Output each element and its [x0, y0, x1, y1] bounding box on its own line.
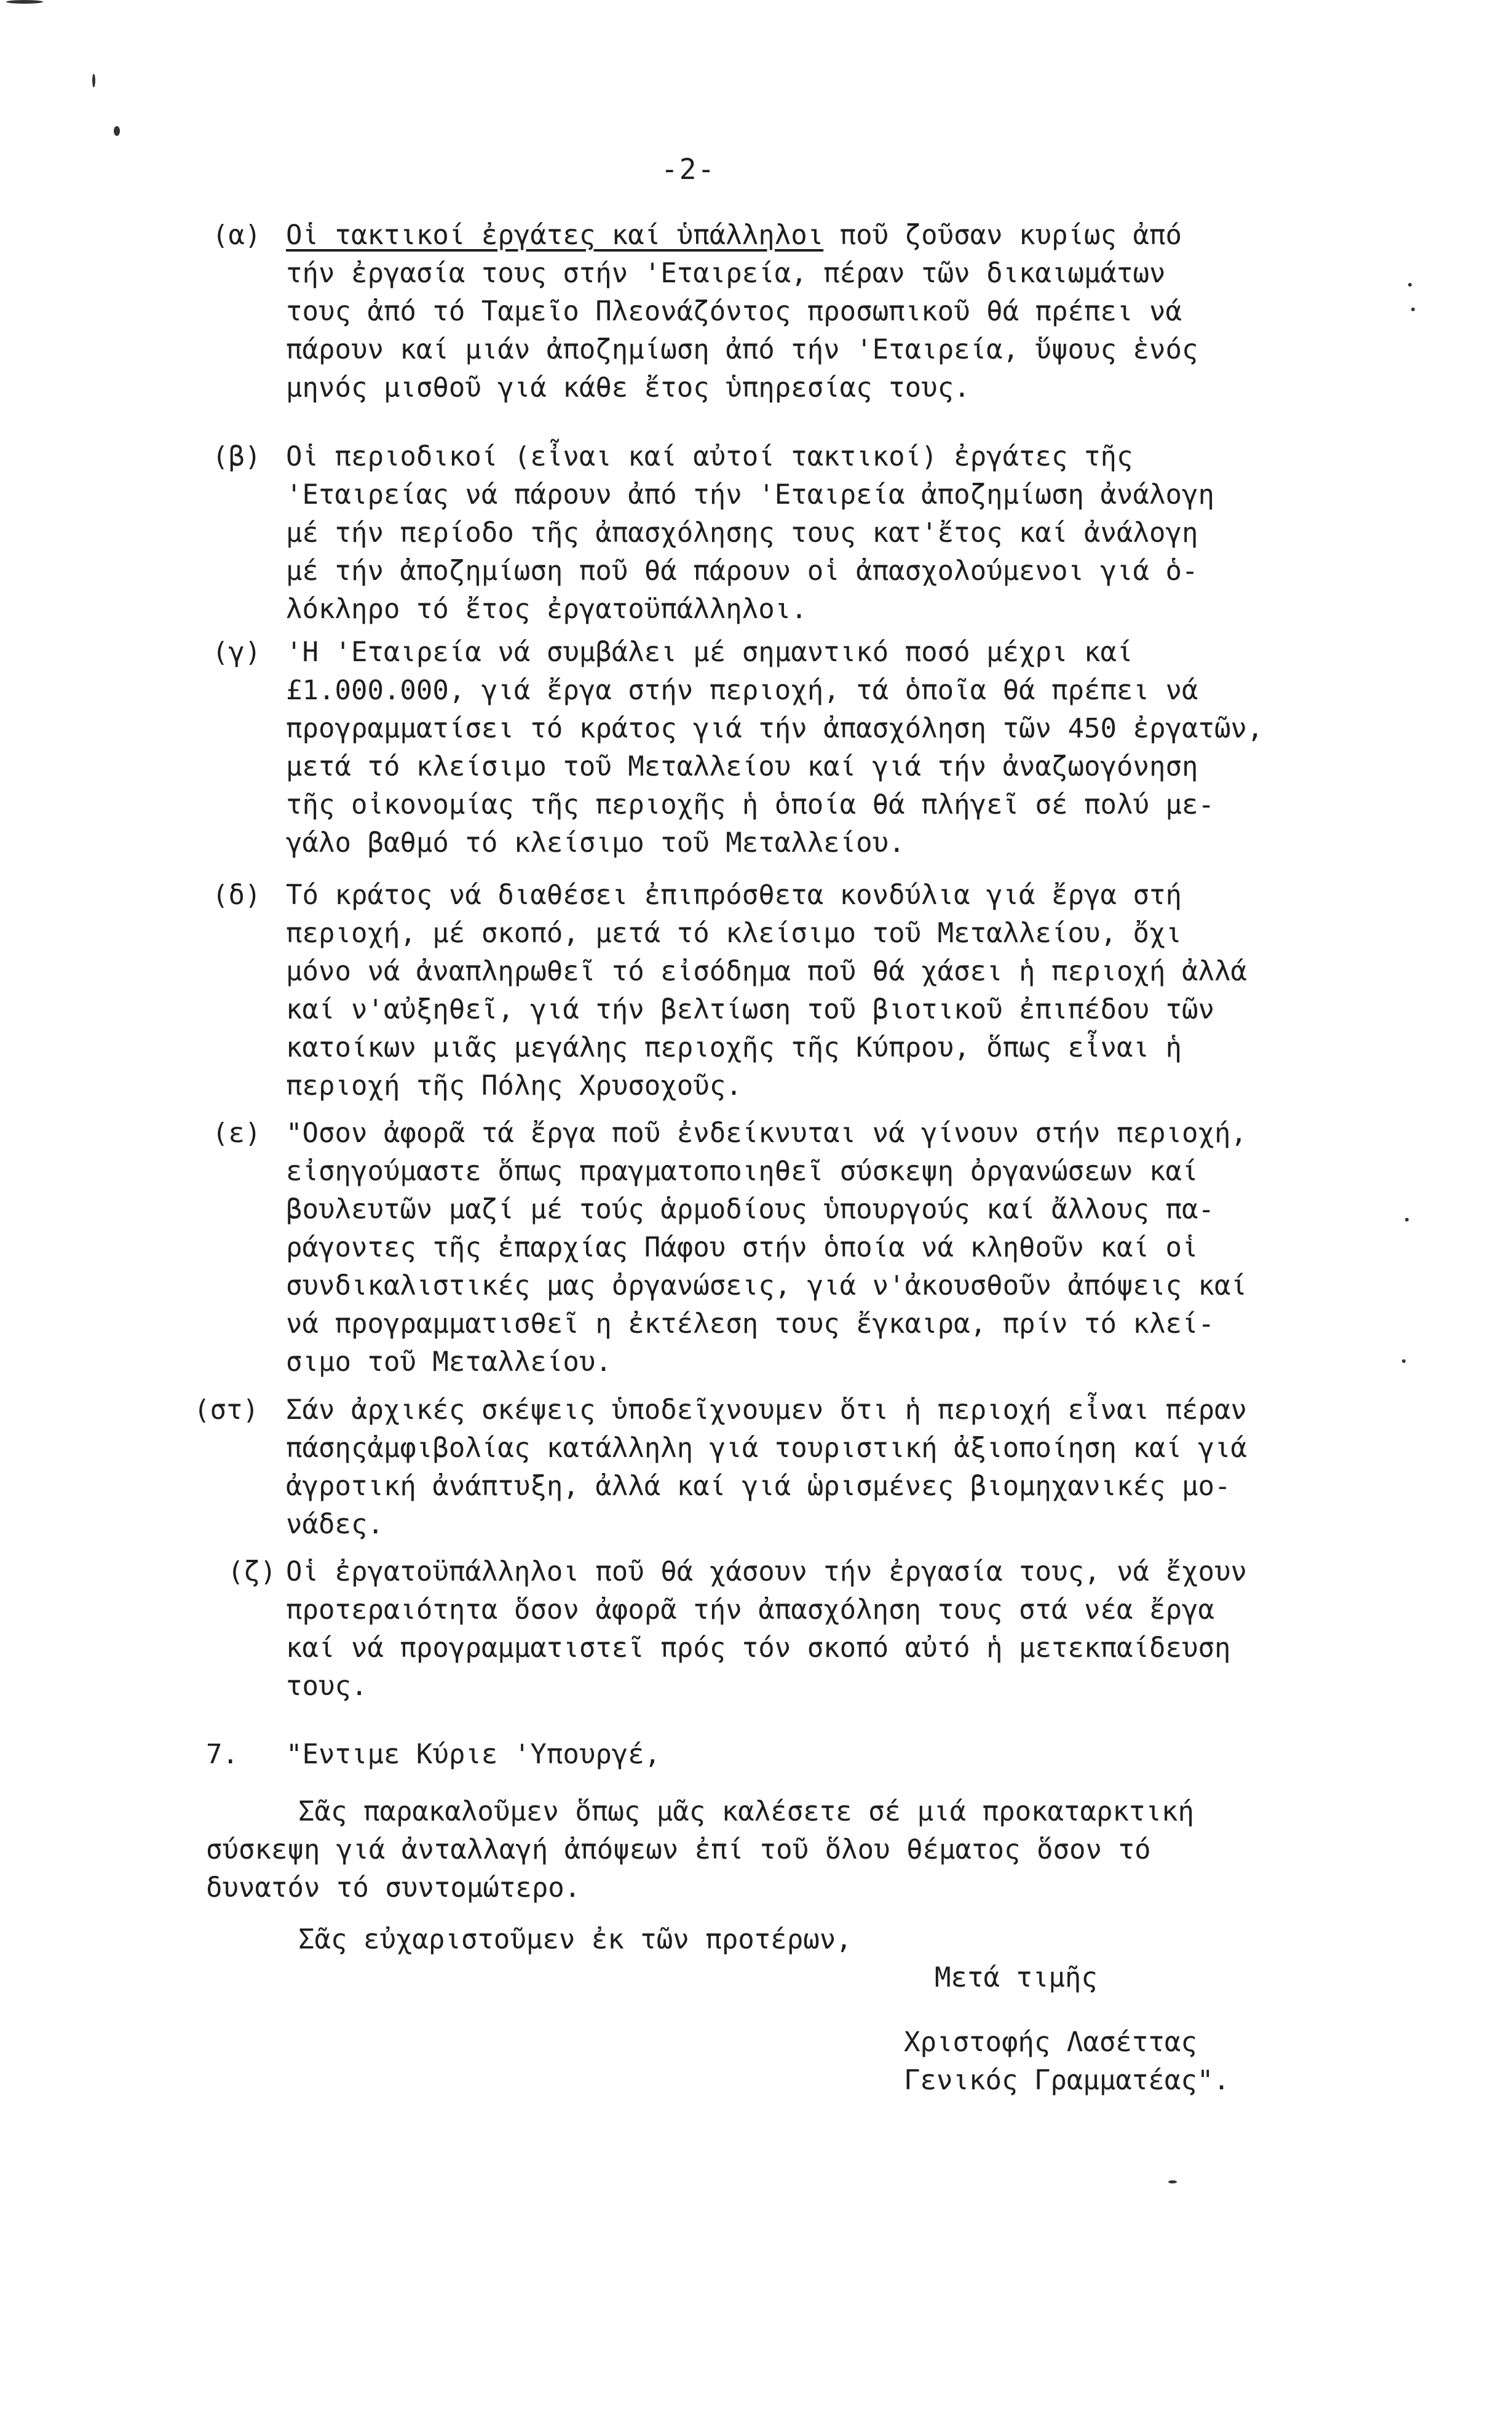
item-b-text	[286, 438, 1214, 629]
item-z-line: τους.	[286, 1670, 368, 1702]
item-c-marker: (γ)	[212, 637, 261, 668]
item-d-line: Τό κράτος νά διαθέσει ἐπιπρόσθετα κονδύλια γιά ἔργα στή	[286, 880, 1182, 911]
item-a-text	[286, 216, 1198, 407]
item-d-line: καί ν'αὐξηθεῖ, γιά τήν βελτίωση τοῦ βιοτικοῦ ἐπιπέδου τῶν	[286, 994, 1214, 1025]
item-e-line: "Οσον ἀφορᾶ τά ἔργα ποῦ ἐνδείκνυται νά γίνουν στήν περιοχή,	[286, 1118, 1247, 1149]
scan-speck	[1411, 308, 1415, 311]
item-e-line: εἰσηγούμαστε ὅπως πραγματοποιηθεῖ σύσκεψη ὀργανώσεων καί	[286, 1156, 1198, 1187]
closing-text: Μετά τιμῆς	[935, 1962, 1098, 1993]
item-e-line: συνδικαλιστικές μας ὀργανώσεις, γιά ν'ἀκουσθοῦν ἀπόψεις καί	[286, 1270, 1247, 1301]
item-c-line: τῆς οἰκονομίας τῆς περιοχῆς ἡ ὁποία θά πλήγεῖ σέ πολύ με-	[286, 789, 1214, 820]
item-d-line: κατοίκων μιᾶς μεγάλης περιοχῆς τῆς Κύπρου, ὅπως εἶναι ἡ	[286, 1032, 1182, 1063]
item-st-line: νάδες.	[286, 1509, 384, 1540]
item-a-marker: (α)	[212, 220, 261, 251]
item-e-line: βουλευτῶν μαζί μέ τούς ἁρμοδίους ὑπουργούς καί ἄλλους πα-	[286, 1194, 1214, 1225]
item-e-line: σιμο τοῦ Μεταλλείου.	[286, 1346, 612, 1378]
item-z-line: προτεραιότητα ὅσον ἀφορᾶ τήν ἀπασχόληση τους στά νέα ἔργα	[286, 1594, 1214, 1626]
item-c-line: 'Η 'Εταιρεία νά συμβάλει μέ σημαντικό ποσό μέχρι καί	[286, 637, 1133, 668]
thanks-text: Σᾶς εὐχαριστοῦμεν ἐκ τῶν προτέρων,	[298, 1924, 852, 1955]
item-b-line: λόκληρο τό ἔτος ἐργατοϋπάλληλοι.	[286, 594, 807, 625]
item-z-line: καί νά προγραμματιστεῖ πρός τόν σκοπό αὐτό ἡ μετεκπαίδευση	[286, 1632, 1231, 1664]
section-7-number: 7.	[206, 1739, 239, 1770]
item-b-line: μέ τήν περίοδο τῆς ἀπασχόλησης τους κατ'ἔτος καί ἀνάλογη	[286, 517, 1198, 549]
signatory-name: Χριστοφής Λασέττας	[904, 2027, 1197, 2058]
body-line: σύσκεψη γιά ἀνταλλαγή ἀπόψεων ἐπί τοῦ ὅλου θέματος ὅσον τό	[206, 1834, 1151, 1865]
item-st-text	[286, 1391, 1247, 1544]
item-c-line: £1.000.000, γιά ἔργα στήν περιοχή, τά ὁποῖα θά πρέπει νά	[286, 675, 1198, 706]
item-d-line: μόνο νά ἀναπληρωθεῖ τό εἰσόδημα ποῦ θά χάσει ἡ περιοχή ἀλλά	[286, 956, 1247, 987]
scan-speck	[1405, 1218, 1409, 1221]
item-a-line: μηνός μισθοῦ γιά κάθε ἔτος ὑπηρεσίας τους.	[286, 372, 970, 403]
item-e-text	[286, 1114, 1247, 1381]
item-d-line: περιοχή τῆς Πόλης Χρυσοχοῦς.	[286, 1070, 742, 1102]
body-line: Σᾶς παρακαλοῦμεν ὅπως μᾶς καλέσετε σέ μιά προκαταρκτική	[298, 1796, 1194, 1827]
item-b-line: 'Εταιρείας νά πάρουν ἀπό τήν 'Εταιρεία ἀποζημίωση ἀνάλογη	[286, 479, 1214, 510]
item-d-line: περιοχή, μέ σκοπό, μετά τό κλείσιμο τοῦ Μεταλλείου, ὄχι	[286, 918, 1182, 949]
item-a-line: πάρουν καί μιάν ἀποζημίωση ἀπό τήν 'Εταιρεία, ὕψους ἑνός	[286, 334, 1198, 365]
scan-speck	[114, 126, 120, 136]
item-st-line: ἀγροτική ἀνάπτυξη, ἀλλά καί γιά ὡρισμένες βιομηχανικές μο-	[286, 1471, 1231, 1502]
item-z-line: Οἱ ἐργατοϋπάλληλοι ποῦ θά χάσουν τήν ἐργασία τους, νά ἔχουν	[286, 1556, 1247, 1587]
body-line: δυνατόν τό συντομώτερο.	[206, 1872, 581, 1904]
scan-speck	[1402, 1359, 1406, 1363]
scan-speck	[6, 0, 43, 4]
item-a-underlined: Οἱ τακτικοί ἐργάτες καί ὑπάλληλοι	[286, 220, 824, 251]
item-e-line: ράγοντες τῆς ἐπαρχίας Πάφου στήν ὁποία νά κληθοῦν καί οἱ	[286, 1232, 1198, 1263]
item-c-line: μετά τό κλείσιμο τοῦ Μεταλλείου καί γιά τήν ἀναζωογόνηση	[286, 751, 1198, 782]
item-b-marker: (β)	[212, 441, 261, 472]
item-a-line: τους ἀπό τό Ταμεῖο Πλεονάζόντος προσωπικοῦ θά πρέπει νά	[286, 296, 1182, 327]
signatory-title: Γενικός Γραμματέας".	[904, 2065, 1230, 2096]
item-c-text	[286, 634, 1263, 862]
scan-speck	[92, 74, 95, 87]
item-z-text	[286, 1553, 1247, 1706]
thanks-line	[298, 1921, 852, 1959]
page-number: -2-	[661, 153, 716, 186]
scan-speck	[1408, 283, 1412, 287]
closing-block	[935, 1959, 1098, 1997]
item-a-line: τήν ἐργασία τους στήν 'Εταιρεία, πέραν τῶν δικαιωμάτων	[286, 258, 1166, 289]
item-st-line: Σάν ἀρχικές σκέψεις ὑποδεῖχνουμεν ὅτι ἡ περιοχή εἶναι πέραν	[286, 1394, 1247, 1426]
signature-block	[904, 2024, 1230, 2100]
item-b-line: Οἱ περιοδικοί (εἶναι καί αὐτοί τακτικοί) ἐργάτες τῆς	[286, 441, 1133, 472]
item-b-line: μέ τήν ἀποζημίωση ποῦ θά πάρουν οἱ ἀπασχολούμενοι γιά ὁ-	[286, 555, 1198, 587]
item-st-marker: (στ)	[194, 1394, 259, 1426]
item-z-marker: (ζ)	[228, 1556, 277, 1587]
item-e-line: νά προγραμματισθεῖ η ἐκτέλεση τους ἔγκαιρα, πρίν τό κλεί-	[286, 1308, 1214, 1340]
item-c-line: γάλο βαθμό τό κλείσιμο τοῦ Μεταλλείου.	[286, 827, 905, 859]
scan-speck	[1168, 2180, 1177, 2183]
item-e-marker: (ε)	[212, 1118, 261, 1149]
item-c-line: προγραμματίσει τό κράτος γιά τήν ἀπασχόληση τῶν 450 ἐργατῶν,	[286, 713, 1264, 744]
item-d-marker: (δ)	[212, 880, 261, 911]
item-a-line: ποῦ ζοῦσαν κυρίως ἀπό	[823, 220, 1182, 251]
item-d-text	[286, 876, 1247, 1105]
item-st-line: πάσηςἀμφιβολίας κατάλληλη γιά τουριστική ἀξιοποίηση καί γιά	[286, 1432, 1247, 1464]
salutation: "Εντιμε Κύριε 'Υπουργέ,	[286, 1739, 661, 1770]
